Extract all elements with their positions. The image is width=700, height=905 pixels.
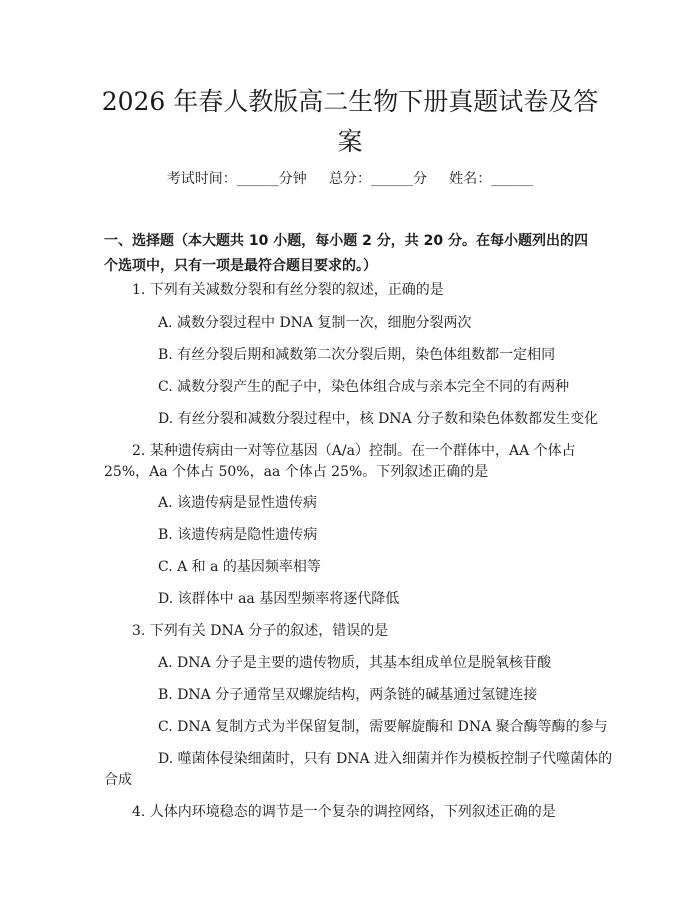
question-1-option-c: C. 减数分裂产生的配子中，染色体组合成与亲本完全不同的有两种	[158, 379, 570, 395]
question-2-option-b: B. 该遗传病是隐性遗传病	[158, 527, 318, 543]
question-3-option-a: A. DNA 分子是主要的遗传物质，其基本组成单位是脱氧核苷酸	[158, 655, 552, 671]
question-3-option-d: D. 噬菌体侵染细菌时，只有 DNA 进入细菌并作为模板控制子代噬菌体的	[158, 751, 613, 767]
question-2-option-a: A. 该遗传病是显性遗传病	[158, 495, 318, 511]
question-1-option-d: D. 有丝分裂和减数分裂过程中，核 DNA 分子数和染色体数都发生变化	[158, 411, 599, 427]
question-2-option-d: D. 该群体中 aa 基因型频率将逐代降低	[158, 591, 400, 607]
question-3-option-c: C. DNA 复制方式为半保留复制，需要解旋酶和 DNA 聚合酶等酶的参与	[158, 719, 608, 735]
exam-info-line: 考试时间：______分钟 总分：______分 姓名：______	[166, 171, 534, 187]
question-4-stem: 4. 人体内环境稳态的调节是一个复杂的调控网络，下列叙述正确的是	[132, 804, 556, 820]
question-3-stem: 3. 下列有关 DNA 分子的叙述，错误的是	[132, 623, 389, 639]
page-title: 2026 年春人教版高二生物下册真题试卷及答案	[101, 87, 599, 156]
question-3-option-d-continuation: 合成	[104, 772, 132, 788]
question-3-option-b: B. DNA 分子通常呈双螺旋结构，两条链的碱基通过氢键连接	[158, 687, 538, 703]
question-2-stem: 2. 某种遗传病由一对等位基因（A/a）控制。在一个群体中，AA 个体占	[132, 443, 576, 459]
question-2-option-c: C. A 和 a 的基因频率相等	[158, 559, 321, 575]
question-1-stem: 1. 下列有关减数分裂和有丝分裂的叙述，正确的是	[132, 282, 444, 298]
question-1-option-b: B. 有丝分裂后期和减数第二次分裂后期，染色体组数都一定相同	[158, 347, 556, 363]
question-2-stem-continuation: 25%，Aa 个体占 50%，aa 个体占 25%。下列叙述正确的是	[104, 464, 489, 480]
section-heading: 一、选择题（本大题共 10 小题，每小题 2 分，共 20 分。在每小题列出的四个选项中，只有一项是最符合题目要求的。）	[104, 233, 588, 274]
question-1-option-a: A. 减数分裂过程中 DNA 复制一次，细胞分裂两次	[158, 315, 472, 331]
